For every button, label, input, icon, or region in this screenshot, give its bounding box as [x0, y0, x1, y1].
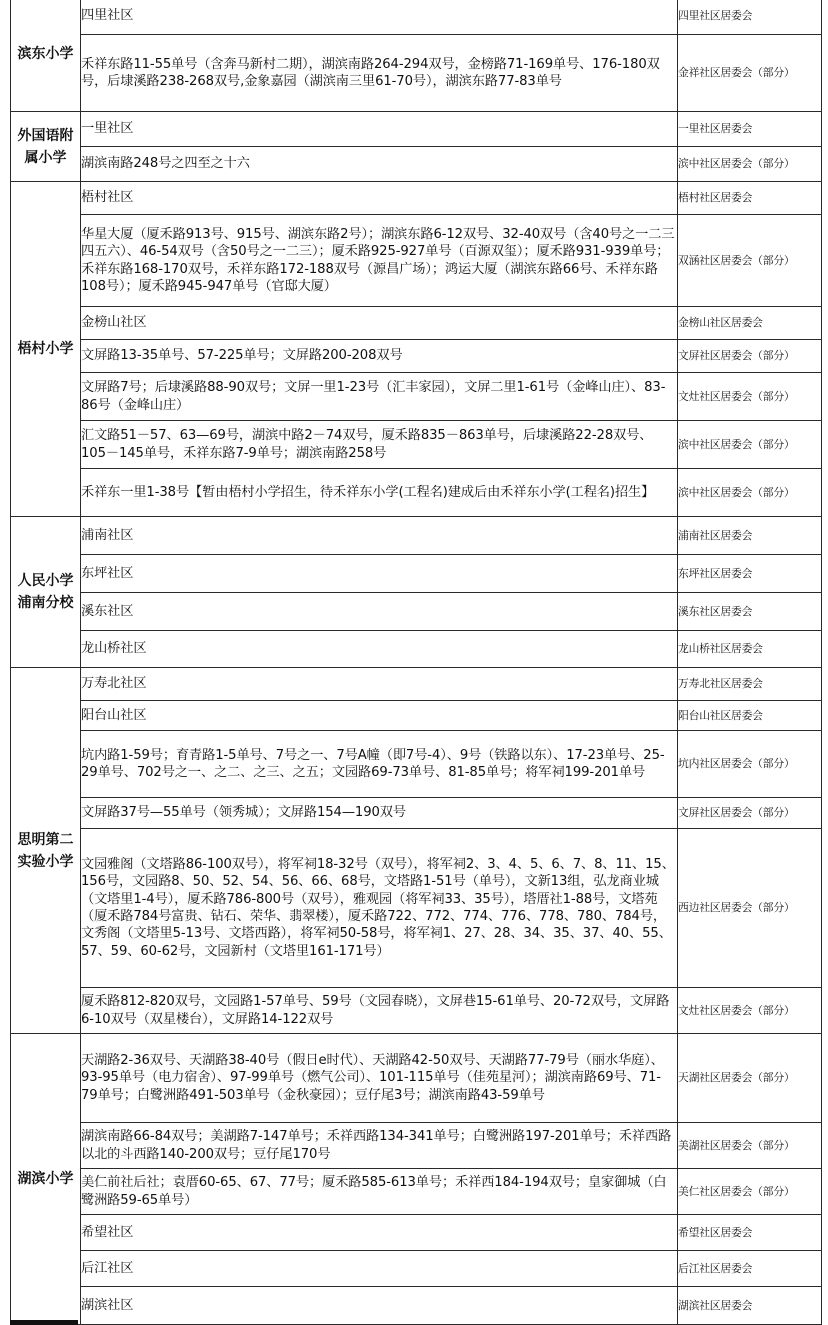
committee-cell: 湖滨社区居委会 [678, 1287, 822, 1325]
catchment-area-cell: 禾祥东一里1-38号【暂由梧村小学招生，待禾祥东小学(工程名)建成后由禾祥东小学(工程名)招生】 [81, 469, 678, 517]
table-row [11, 731, 822, 798]
committee-cell: 东坪社区居委会 [678, 555, 822, 593]
catchment-area-cell: 一里社区 [81, 112, 678, 147]
school-name-cell: 外国语附属小学 [11, 112, 81, 182]
school-name-cell: 梧村小学 [11, 182, 81, 517]
page-edge-mark [10, 1320, 78, 1325]
committee-cell: 天湖社区居委会（部分） [678, 1034, 822, 1123]
table-row [11, 340, 822, 373]
table-row [11, 0, 822, 35]
table-row [11, 988, 822, 1034]
committee-cell: 双涵社区居委会（部分） [678, 215, 822, 307]
table-row [11, 147, 822, 182]
committee-cell: 后江社区居委会 [678, 1251, 822, 1287]
committee-cell: 梧村社区居委会 [678, 182, 822, 215]
table-row [11, 555, 822, 593]
table-row [11, 829, 822, 988]
catchment-area-cell: 梧村社区 [81, 182, 678, 215]
table-row [11, 215, 822, 307]
catchment-area-cell: 文屏路7号；后埭溪路88-90双号；文屏一里1-23号（汇丰家园），文屏二里1-61号（金峰山庄）、83-86号（金峰山庄） [81, 373, 678, 421]
committee-cell: 文灶社区居委会（部分） [678, 988, 822, 1034]
catchment-area-cell: 文屏路13-35单号、57-225单号；文屏路200-208双号 [81, 340, 678, 373]
committee-cell: 西边社区居委会（部分） [678, 829, 822, 988]
committee-cell: 希望社区居委会 [678, 1215, 822, 1251]
committee-cell: 滨中社区居委会（部分） [678, 421, 822, 469]
school-name-cell: 湖滨小学 [11, 1034, 81, 1325]
table-row [11, 112, 822, 147]
school-name-cell: 人民小学浦南分校 [11, 517, 81, 668]
committee-cell: 文屏社区居委会（部分） [678, 340, 822, 373]
table-row [11, 798, 822, 829]
catchment-area-cell: 溪东社区 [81, 593, 678, 631]
committee-cell: 浦南社区居委会 [678, 517, 822, 555]
committee-cell: 文灶社区居委会（部分） [678, 373, 822, 421]
catchment-area-cell: 厦禾路812-820双号，文园路1-57单号、59号（文园春晓），文屏巷15-61单号、20-72双号，文屏路6-10双号（双星楼台），文屏路14-122双号 [81, 988, 678, 1034]
committee-cell: 一里社区居委会 [678, 112, 822, 147]
catchment-area-cell: 湖滨南路66-84双号；美湖路7-147单号；禾祥西路134-341单号；白鹭洲路197-201单号；禾祥西路以北的斗西路140-200双号；豆仔尾170号 [81, 1123, 678, 1169]
table-row [11, 307, 822, 340]
committee-cell: 滨中社区居委会（部分） [678, 147, 822, 182]
table-row [11, 1215, 822, 1251]
table-row [11, 593, 822, 631]
committee-cell: 溪东社区居委会 [678, 593, 822, 631]
catchment-area-cell: 天湖路2-36双号、天湖路38-40号（假日e时代）、天湖路42-50双号、天湖路77-79号（丽水华庭）、93-95单号（电力宿舍）、97-99单号（燃气公司）、101-115单号（佳苑星河）；湖滨南路69号、71-79单号；白鹭洲路491-503单号（金秋豪园）；豆仔尾3号；湖滨南路43-59单号 [81, 1034, 678, 1123]
table-row [11, 1287, 822, 1325]
committee-cell: 阳台山社区居委会 [678, 701, 822, 731]
school-name-cell: 滨东小学 [11, 0, 81, 112]
committee-cell: 美湖社区居委会（部分） [678, 1123, 822, 1169]
table-row [11, 421, 822, 469]
committee-cell: 龙山桥社区居委会 [678, 631, 822, 668]
table-row [11, 1251, 822, 1287]
table-row [11, 668, 822, 701]
catchment-area-cell: 汇文路51－57、63—69号，湖滨中路2－74双号，厦禾路835－863单号，后埭溪路22-28双号、105－145单号，禾祥东路7-9单号；湖滨南路258号 [81, 421, 678, 469]
committee-cell: 美仁社区居委会（部分） [678, 1169, 822, 1215]
catchment-area-cell: 坑内路1-59号；育青路1-5单号、7号之一、7号A幢（即7号-4）、9号（铁路以东）、17-23单号、25-29单号、702号之一、之二、之三、之五；文园路69-73单号、81-85单号；将军祠199-201单号 [81, 731, 678, 798]
table-row [11, 373, 822, 421]
table-row [11, 35, 822, 112]
catchment-area-cell: 禾祥东路11-55单号（含奔马新村二期），湖滨南路264-294双号，金榜路71-169单号、176-180双号，后埭溪路238-268双号,金象嘉园（湖滨南三里61-70号），湖滨东路77-83单号 [81, 35, 678, 112]
committee-cell: 滨中社区居委会（部分） [678, 469, 822, 517]
catchment-area-cell: 浦南社区 [81, 517, 678, 555]
catchment-area-cell: 文园雅阁（文塔路86-100双号），将军祠18-32号（双号），将军祠2、3、4、5、6、7、8、11、15、156号，文园路8、50、52、54、56、66、68号，文塔路1-51号（单号），文新13组，弘龙商业城（文塔里1-4号），厦禾路786-800号（双号），雅观园（将军祠33、35号），塔厝社1-88号，文塔苑（厦禾路784号富贵、钻石、荣华、翡翠楼），厦禾路722、772、774、776、778、780、784号，文秀阁（文塔里5-13号、文塔西路），将军祠50-58号，将军祠1、27、28、34、35、37、40、55、57、59、60-62号，文园新村（文塔里161-171号） [81, 829, 678, 988]
committee-cell: 金祥社区居委会（部分） [678, 35, 822, 112]
committee-cell: 四里社区居委会 [678, 0, 822, 35]
table-row [11, 631, 822, 668]
committee-cell: 坑内社区居委会（部分） [678, 731, 822, 798]
table-row [11, 1123, 822, 1169]
table-row [11, 469, 822, 517]
catchment-area-cell: 万寿北社区 [81, 668, 678, 701]
catchment-area-cell: 希望社区 [81, 1215, 678, 1251]
table-row [11, 182, 822, 215]
catchment-area-cell: 龙山桥社区 [81, 631, 678, 668]
catchment-area-cell: 阳台山社区 [81, 701, 678, 731]
catchment-area-cell: 湖滨南路248号之四至之十六 [81, 147, 678, 182]
catchment-area-cell: 四里社区 [81, 0, 678, 35]
committee-cell: 万寿北社区居委会 [678, 668, 822, 701]
catchment-area-cell: 东坪社区 [81, 555, 678, 593]
table-row [11, 701, 822, 731]
school-name-cell: 思明第二实验小学 [11, 668, 81, 1034]
catchment-area-cell: 后江社区 [81, 1251, 678, 1287]
catchment-area-cell: 金榜山社区 [81, 307, 678, 340]
catchment-area-cell: 湖滨社区 [81, 1287, 678, 1325]
table-row [11, 517, 822, 555]
catchment-area-cell: 美仁前社后社；袁厝60-65、67、77号；厦禾路585-613单号；禾祥西184-194双号；皇家御城（白鹭洲路59-65单号） [81, 1169, 678, 1215]
catchment-area-cell: 华星大厦（厦禾路913号、915号、湖滨东路2号）；湖滨东路6-12双号、32-40双号（含40号之一二三四五六）、46-54双号（含50号之一二三）；厦禾路925-927单号（百源双玺）；厦禾路931-939单号；禾祥东路168-170双号，禾祥东路172-188双号（源昌广场）；鸿运大厦（湖滨东路66号、禾祥东路108号）；厦禾路945-947单号（官邸大厦） [81, 215, 678, 307]
table-row [11, 1169, 822, 1215]
committee-cell: 金榜山社区居委会 [678, 307, 822, 340]
school-zoning-table [10, 0, 822, 1325]
table-row [11, 1034, 822, 1123]
catchment-area-cell: 文屏路37号—55单号（领秀城）；文屏路154—190双号 [81, 798, 678, 829]
committee-cell: 文屏社区居委会（部分） [678, 798, 822, 829]
